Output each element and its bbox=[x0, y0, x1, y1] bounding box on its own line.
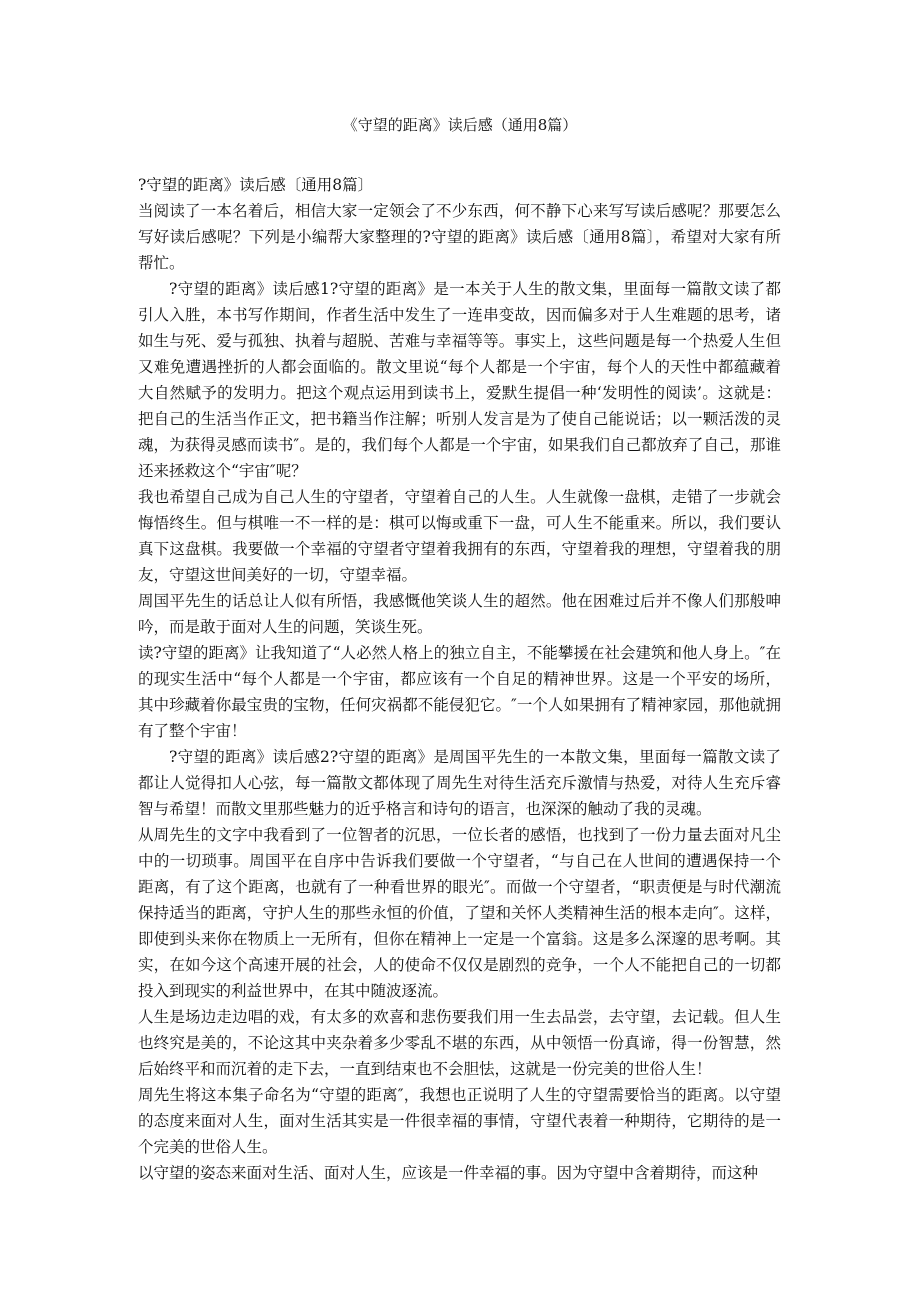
paragraph: 人生是场边走边唱的戏，有太多的欢喜和悲伤要我们用一生去品尝，去守望，去记载。但人生也终究是美的，不论这其中夹杂着多少零乱不堪的东西，从中领悟一份真谛，得一份智慧，然后始终平和而沉着的走下去，一直到结束也不会胆怯，这就是一份完美的世俗人生！ bbox=[138, 1008, 781, 1078]
document-title: 《守望的距离》读后感（通用8篇） bbox=[342, 116, 578, 134]
paragraph: ?守望的距离》读后感2?守望的距离》是周国平先生的一本散文集，里面每一篇散文读了都让人觉得扣人心弦，每一篇散文都体现了周先生对待生活充斥激情与热爱，对待人生充斥睿智与希望！而散文里那些魅力的近乎格言和诗句的语言，也深深的触动了我的灵魂。 bbox=[138, 748, 781, 818]
document-body bbox=[138, 172, 781, 1186]
paragraph: 以守望的姿态来面对生活、面对人生，应该是一件幸福的事。因为守望中含着期待，而这种 bbox=[138, 1164, 759, 1182]
paragraph: ?守望的距离》读后感1?守望的距离》是一本关于人生的散文集，里面每一篇散文读了都引人入胜，本书写作期间，作者生活中发生了一连串变故，因而偏多对于人生难题的思考，诸如生与死、爱与孤独、执着与超脱、苦难与幸福等等。事实上，这些问题是每一个热爱人生但又难免遭遇挫折的人都会面临的。散文里说“每个人都是一个宇宙，每个人的天性中都蕴藏着大自然赋予的发明力。把这个观点运用到读书上，爱默生提倡一种‘发明性的阅读’。这就是：把自己的生活当作正文，把书籍当作注解；听别人发言是为了使自己能说话；以一颗活泼的灵魂，为获得灵感而读书″。是的，我们每个人都是一个宇宙，如果我们自己都放弃了自己，那谁还来拯救这个“宇宙″呢？ bbox=[138, 280, 781, 480]
paragraph: ?守望的距离》读后感〔通用8篇〕 bbox=[138, 176, 374, 194]
paragraph: 读?守望的距离》让我知道了“人必然人格上的独立自主，不能攀援在社会建筑和他人身上。″在的现实生活中“每个人都是一个宇宙，都应该有一个自足的精神世界。这是一个平安的场所，其中珍藏着你最宝贵的宝物，任何灾祸都不能侵犯它。″一个人如果拥有了精神家园，那他就拥有了整个宇宙！ bbox=[138, 644, 781, 740]
paragraph: 当阅读了一本名着后，相信大家一定领会了不少东西，何不静下心来写写读后感呢？那要怎么写好读后感呢？下列是小编帮大家整理的?守望的距离》读后感〔通用8篇〕，希望对大家有所帮忙。 bbox=[138, 202, 781, 272]
paragraph: 我也希望自己成为自己人生的守望者，守望着自己的人生。人生就像一盘棋，走错了一步就会悔悟终生。但与棋唯一不一样的是：棋可以悔或重下一盘，可人生不能重来。所以，我们要认真下这盘棋。我要做一个幸福的守望者守望着我拥有的东西，守望着我的理想，守望着我的朋友，守望这世间美好的一切，守望幸福。 bbox=[138, 488, 781, 584]
paragraph: 从周先生的文字中我看到了一位智者的沉思，一位长者的感悟，也找到了一份力量去面对凡尘中的一切琐事。周国平在自序中告诉我们要做一个守望者，“与自己在人世间的遭遇保持一个距离，有了这个距离，也就有了一种看世界的眼光″。而做一个守望者，“职责便是与时代潮流保持适当的距离，守护人生的那些永恒的价值，了望和关怀人类精神生活的根本走向″。这样，即使到头来你在物质上一无所有，但你在精神上一定是一个富翁。这是多么深邃的思考啊。其实，在如今这个高速开展的社会，人的使命不仅仅是剧烈的竞争，一个人不能把自己的一切都投入到现实的利益世界中，在其中随波逐流。 bbox=[138, 826, 781, 1000]
paragraph: 周先生将这本集子命名为“守望的距离″，我想也正说明了人生的守望需要恰当的距离。以守望的态度来面对人生，面对生活其实是一件很幸福的事情，守望代表着一种期待，它期待的是一个完美的世俗人生。 bbox=[138, 1086, 781, 1156]
paragraph: 周国平先生的话总让人似有所悟，我感慨他笑谈人生的超然。他在困难过后并不像人们那般呻吟，而是敢于面对人生的问题，笑谈生死。 bbox=[138, 592, 781, 636]
